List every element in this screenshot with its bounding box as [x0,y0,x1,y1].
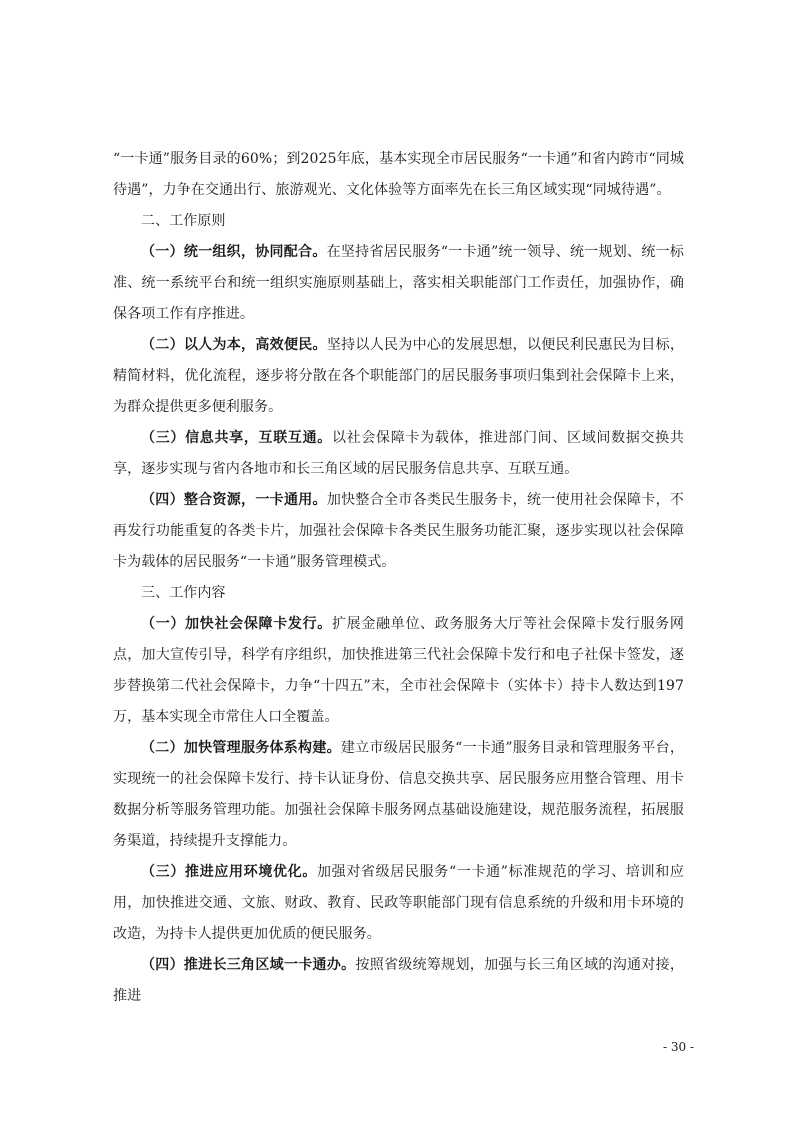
paragraph-lead: （四）推进长三角区域一卡通办。 [141,957,356,973]
paragraph-lead: （四）整合资源，一卡通用。 [141,492,327,508]
paragraph-lead: （三）信息共享，互联互通。 [141,430,332,446]
paragraph-content-3: （三）推进应用环境优化。加强对省级居民服务“一卡通”标准规范的学习、培训和应用，加快推进交通、文旅、财政、教育、民政等职能部门现有信息系统的升级和用卡环境的改造，为持卡人提供更加优质的便民服务。 [113,864,685,942]
paragraph-lead: （三）推进应用环境优化。 [141,864,317,880]
paragraph-lead: （一）统一组织，协同配合。 [141,244,327,260]
page-number: - 30 - [662,1040,694,1054]
paragraph-content-1: （一）加快社会保障卡发行。扩展金融单位、政务服务大厅等社会保障卡发行服务网点，加大宣传引导，科学有序组织，加快推进第三代社会保障卡发行和电子社保卡签发，逐步替换第二代社会保障卡，力争“十四五”末，全市社会保障卡（实体卡）持卡人数达到197万，基本实现全市常住人口全覆盖。 [113,616,684,725]
section-heading-principles: 二、工作原则 [141,213,226,229]
paragraph-principle-4: （四）整合资源，一卡通用。加快整合全市各类民生服务卡，统一使用社会保障卡，不再发行功能重复的各类卡片，加强社会保障卡各类民生服务功能汇聚，逐步实现以社会保障卡为载体的居民服务“一卡通”服务管理模式。 [113,492,684,570]
paragraph-content-2: （二）加快管理服务体系构建。建立市级居民服务“一卡通”服务目录和管理服务平台，实现统一的社会保障卡发行、持卡认证身份、信息交换共享、居民服务应用整合管理、用卡数据分析等服务管理功能。加强社会保障卡服务网点基础设施建设，规范服务流程，拓展服务渠道，持续提升支撑能力。 [113,740,684,849]
paragraph-principle-3: （三）信息共享，互联互通。以社会保障卡为载体，推进部门间、区域间数据交换共享，逐步实现与省内各地市和长三角区域的居民服务信息共享、互联互通。 [113,430,684,477]
paragraph-lead: （二）加快管理服务体系构建。 [141,740,341,756]
paragraph-lead: （一）加快社会保障卡发行。 [141,616,332,632]
paragraph-content-4: （四）推进长三角区域一卡通办。按照省级统筹规划，加强与长三角区域的沟通对接，推进 [113,957,684,1004]
body-text [113,144,684,1012]
paragraph-lead: （二）以人为本，高效便民。 [141,337,327,353]
section-heading-content: 三、工作内容 [141,585,226,601]
paragraph-continuation: “一卡通”服务目录的60%；到2025年底，基本实现全市居民服务“一卡通”和省内跨市“同城待遇”，力争在交通出行、旅游观光、文化体验等方面率先在长三角区域实现“同城待遇”。 [113,151,684,198]
paragraph-principle-2: （二）以人为本，高效便民。坚持以人民为中心的发展思想，以便民利民惠民为目标，精简材料，优化流程，逐步将分散在各个职能部门的居民服务事项归集到社会保障卡上来，为群众提供更多便利服务。 [113,337,684,415]
paragraph-principle-1: （一）统一组织，协同配合。在坚持省居民服务“一卡通”统一领导、统一规划、统一标准、统一系统平台和统一组织实施原则基础上，落实相关职能部门工作责任，加强协作，确保各项工作有序推进。 [113,244,684,322]
